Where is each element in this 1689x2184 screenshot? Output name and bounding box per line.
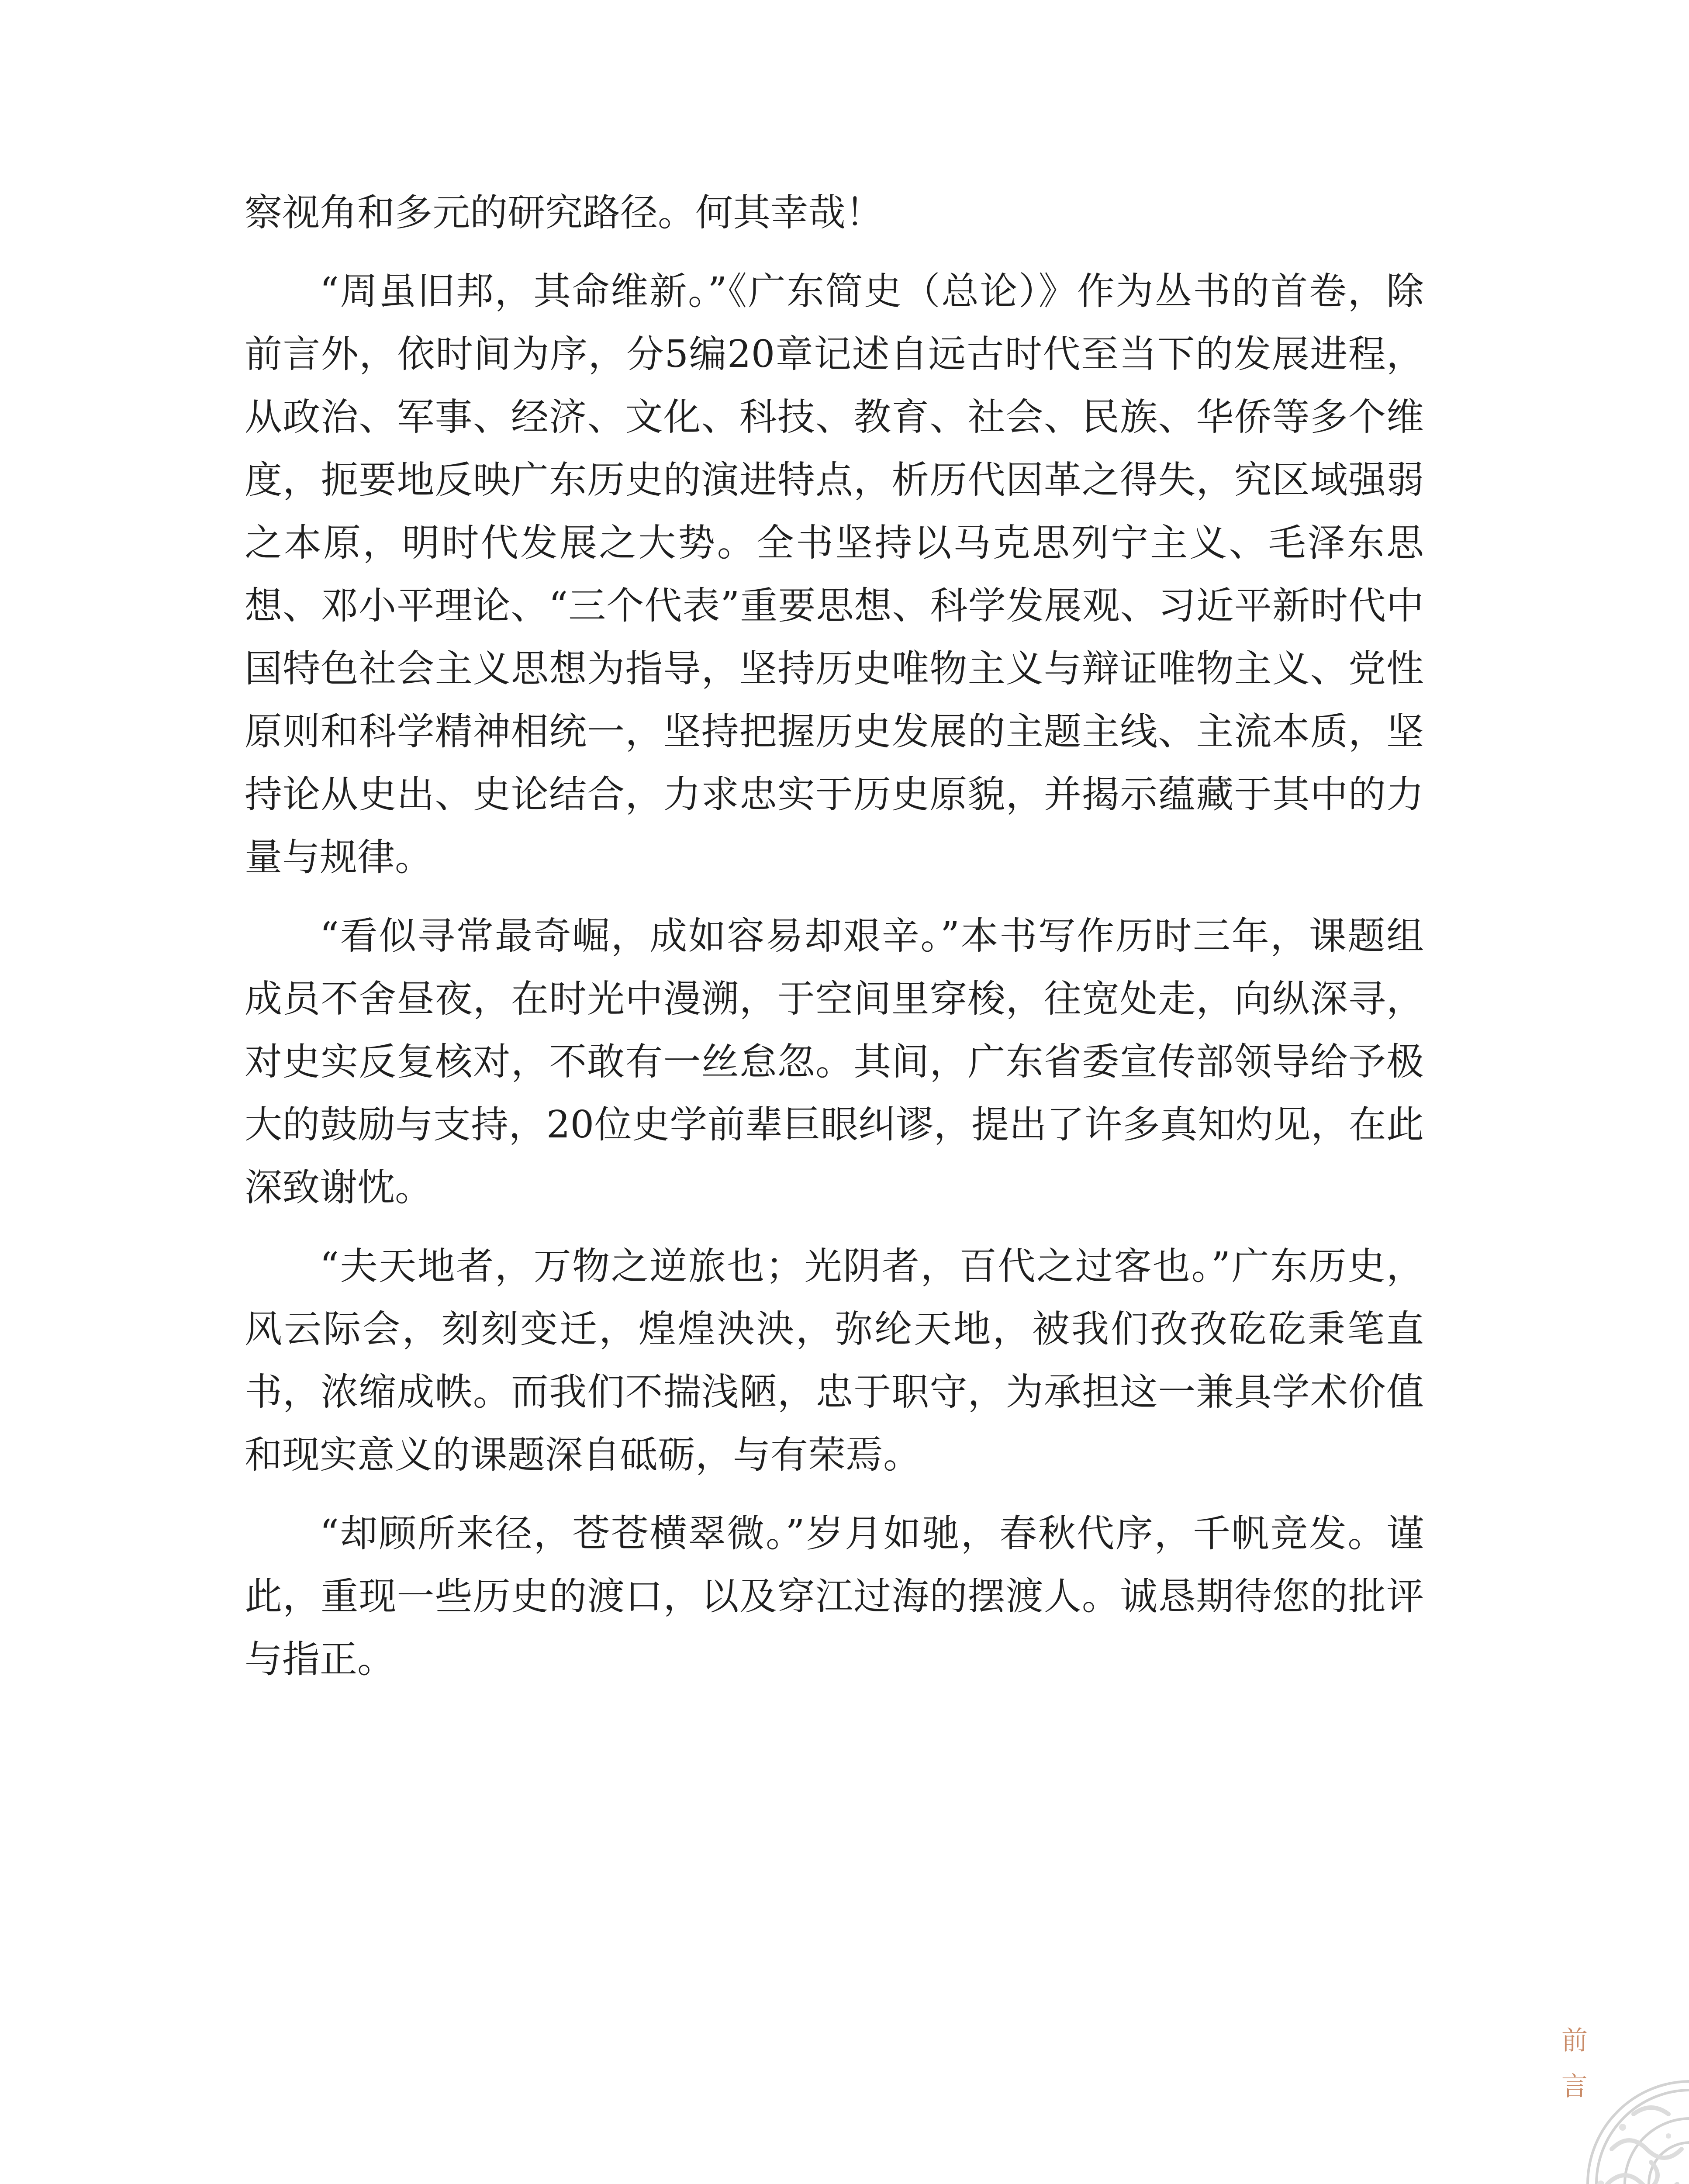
preface-body-text <box>245 181 1424 1707</box>
section-label-char-2: 言 <box>1561 2071 1588 2102</box>
decorative-seal-icon <box>1581 2075 1689 2184</box>
paragraph-closing: “却顾所来径，苍苍横翠微。”岁月如驰，春秋代序，千帆竞发。谨此，重现一些历史的渡口，以及穿江过海的摆渡人。诚恳期待您的批评与指正。 <box>245 1512 1424 1681</box>
paragraph-guangdong-history: “夫天地者，万物之逆旅也；光阴者，百代之过客也。”广东历史，风云际会，刻刻变迁，煌煌泱泱，弥纶天地，被我们孜孜矻矻秉笔直书，浓缩成帙。而我们不揣浅陋，忠于职守，为承担这一兼具学术价值和现实意义的课题深自砥砺，与有荣焉。 <box>245 1244 1424 1477</box>
paragraph-book-overview: “周虽旧邦，其命维新。”《广东简史（总论）》作为丛书的首卷，除前言外，依时间为序，分5编20章记述自远古时代至当下的发展进程，从政治、军事、经济、文化、科技、教育、社会、民族、华侨等多个维度，扼要地反映广东历史的演进特点，析历代因革之得失，究区域强弱之本原，明时代发展之大势。全书坚持以马克思列宁主义、毛泽东思想、邓小平理论、“三个代表”重要思想、科学发展观、习近平新时代中国特色社会主义思想为指导，坚持历史唯物主义与辩证唯物主义、党性原则和科学精神相统一，坚持把握历史发展的主题主线、主流本质，坚持论从史出、史论结合，力求忠实于历史原貌，并揭示蕴藏于其中的力量与规律。 <box>245 270 1424 879</box>
paragraph-continued: 察视角和多元的研究路径。何其幸哉！ <box>245 191 883 235</box>
section-label-char-1: 前 <box>1561 2025 1588 2056</box>
paragraph-writing-process: “看似寻常最奇崛，成如容易却艰辛。”本书写作历时三年，课题组成员不舍昼夜，在时光中漫溯，于空间里穿梭，往宽处走，向纵深寻，对史实反复核对，不敢有一丝怠忽。其间，广东省委宣传部领导给予极大的鼓励与支持，20位史学前辈巨眼纠谬，提出了许多真知灼见，在此深致谢忱。 <box>245 914 1424 1209</box>
